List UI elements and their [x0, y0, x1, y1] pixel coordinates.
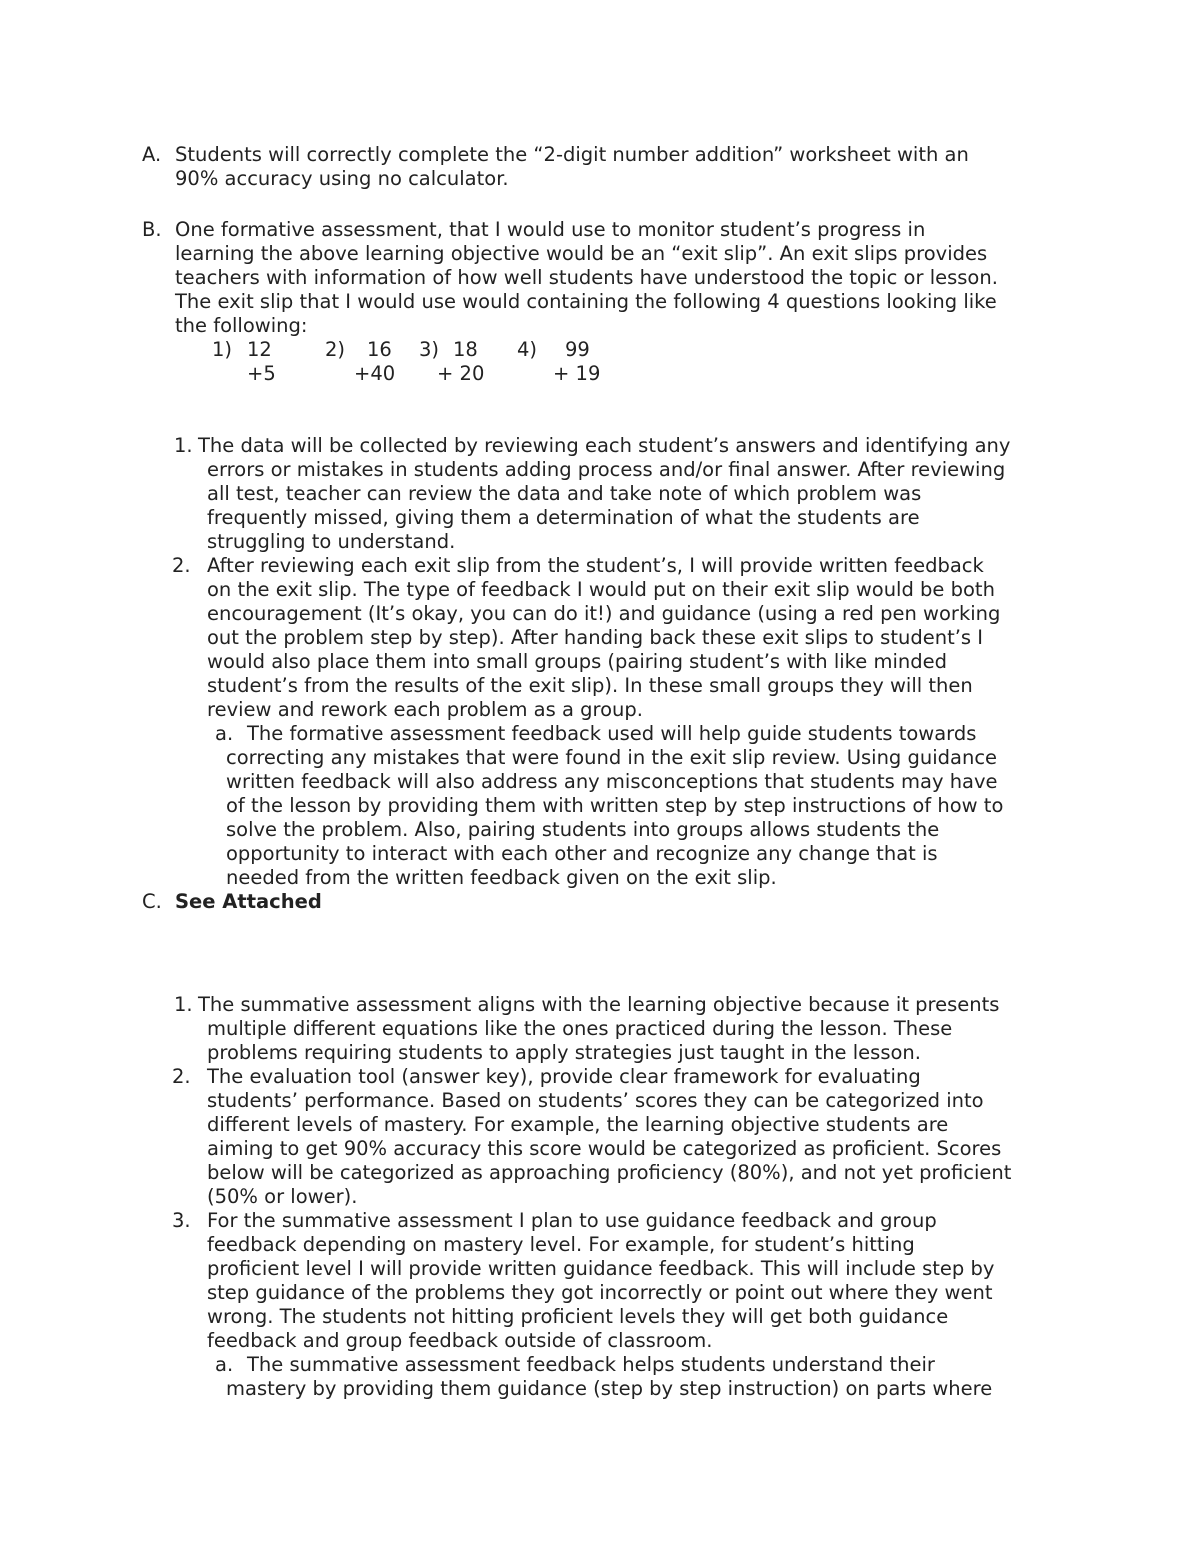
sub-item: [226, 722, 1003, 890]
list-item-line: all test, teacher can review the data and take note of which problem was: [207, 482, 922, 505]
sub-item-line: written feedback will also address any misconceptions that students may have: [226, 770, 998, 793]
sub-item-line: of the lesson by providing them with written step by step instructions of how to: [226, 794, 1004, 817]
sub-item-marker: a.: [215, 1353, 234, 1376]
list-item-line: on the exit slip. The type of feedback I would put on their exit slip would be both: [207, 578, 995, 601]
list-item: [207, 1065, 1011, 1209]
problem-number: 2): [325, 338, 346, 361]
sub-item: [226, 1353, 992, 1401]
list-item-marker: 2.: [172, 554, 191, 577]
see-attached-text: See Attached: [175, 890, 322, 913]
list-item-marker: 3.: [172, 1209, 191, 1232]
sub-item-line: solve the problem. Also, pairing students into groups allows students the: [226, 818, 940, 841]
list-item-line: step guidance of the problems they got incorrectly or point out where they went: [207, 1281, 993, 1304]
section-b-line: learning the above learning objective would be an “exit slip”. An exit slips provides: [175, 242, 988, 265]
problem-bottom: +40: [354, 362, 396, 385]
problem-top: 16: [367, 338, 392, 361]
problem-top: 18: [453, 338, 478, 361]
list-item-line: different levels of mastery. For example, the learning objective students are: [207, 1113, 949, 1136]
list-item-line: The evaluation tool (answer key), provide clear framework for evaluating: [207, 1065, 921, 1088]
problem-bottom: + 20: [437, 362, 485, 385]
problem-top: 99: [565, 338, 590, 361]
section-b-marker: B.: [142, 218, 162, 241]
list-item-line: multiple different equations like the ones practiced during the lesson. These: [207, 1017, 953, 1040]
list-item-line: problems requiring students to apply strategies just taught in the lesson.: [207, 1041, 921, 1064]
list-item-line: below will be categorized as approaching proficiency (80%), and not yet proficient: [207, 1161, 1012, 1184]
list-item-marker: 1.: [174, 993, 193, 1016]
list-item-line: feedback depending on mastery level. For example, for student’s hitting: [207, 1233, 915, 1256]
section-b-line: teachers with information of how well students have understood the topic or lesson.: [175, 266, 998, 289]
problem-bottom: + 19: [553, 362, 601, 385]
sub-item-line: The summative assessment feedback helps students understand their: [247, 1353, 935, 1376]
problem-number: 1): [212, 338, 233, 361]
list-item-marker: 2.: [172, 1065, 191, 1088]
list-item-line: struggling to understand.: [207, 530, 456, 553]
section-b-line: the following:: [175, 314, 308, 337]
list-item: [198, 993, 1000, 1065]
section-a-text: [175, 143, 969, 191]
problem-top: 12: [247, 338, 272, 361]
list-item-line: student’s from the results of the exit slip). In these small groups they will then: [207, 674, 973, 697]
problem-number: 3): [419, 338, 440, 361]
list-item-line: (50% or lower).: [207, 1185, 358, 1208]
list-item-line: The data will be collected by reviewing each student’s answers and identifying any: [198, 434, 1011, 457]
section-a-line: 90% accuracy using no calculator.: [175, 167, 509, 190]
list-item-line: For the summative assessment I plan to use guidance feedback and group: [207, 1209, 937, 1232]
list-item-line: wrong. The students not hitting proficient levels they will get both guidance: [207, 1305, 949, 1328]
sub-item-marker: a.: [215, 722, 234, 745]
section-b-line: One formative assessment, that I would use to monitor student’s progress in: [175, 218, 926, 241]
section-b-text: [175, 218, 998, 338]
problem-number: 4): [517, 338, 538, 361]
sub-item-line: mastery by providing them guidance (step by step instruction) on parts where: [226, 1377, 993, 1400]
sub-item-line: The formative assessment feedback used will help guide students towards: [247, 722, 977, 745]
section-c-marker: C.: [142, 890, 162, 913]
sub-item-line: opportunity to interact with each other and recognize any change that is: [226, 842, 938, 865]
list-item-marker: 1.: [174, 434, 193, 457]
section-a-marker: A.: [142, 143, 162, 166]
problem-bottom: +5: [247, 362, 276, 385]
list-item-line: review and rework each problem as a group.: [207, 698, 643, 721]
list-item-line: frequently missed, giving them a determination of what the students are: [207, 506, 920, 529]
sub-item-line: correcting any mistakes that were found in the exit slip review. Using guidance: [226, 746, 998, 769]
list-item-line: students’ performance. Based on students’ scores they can be categorized into: [207, 1089, 984, 1112]
list-item-line: After reviewing each exit slip from the student’s, I will provide written feedback: [207, 554, 984, 577]
section-b-line: The exit slip that I would use would containing the following 4 questions looking like: [175, 290, 997, 313]
list-item-line: feedback and group feedback outside of classroom.: [207, 1329, 713, 1352]
list-item-line: aiming to get 90% accuracy this score would be categorized as proficient. Scores: [207, 1137, 1002, 1160]
list-item-line: out the problem step by step). After handing back these exit slips to student’s I: [207, 626, 984, 649]
list-item: [207, 554, 1000, 722]
list-item-line: errors or mistakes in students adding process and/or final answer. After reviewing: [207, 458, 1006, 481]
section-a-line: Students will correctly complete the “2-digit number addition” worksheet with an: [175, 143, 969, 166]
sub-item-line: needed from the written feedback given on the exit slip.: [226, 866, 777, 889]
list-item-line: encouragement (It’s okay, you can do it!) and guidance (using a red pen working: [207, 602, 1001, 625]
list-item-line: would also place them into small groups (pairing student’s with like minded: [207, 650, 947, 673]
list-item-line: proficient level I will provide written guidance feedback. This will include step by: [207, 1257, 995, 1280]
list-item-line: The summative assessment aligns with the learning objective because it presents: [198, 993, 1000, 1016]
list-item: [207, 1209, 994, 1353]
list-item: [198, 434, 1011, 554]
